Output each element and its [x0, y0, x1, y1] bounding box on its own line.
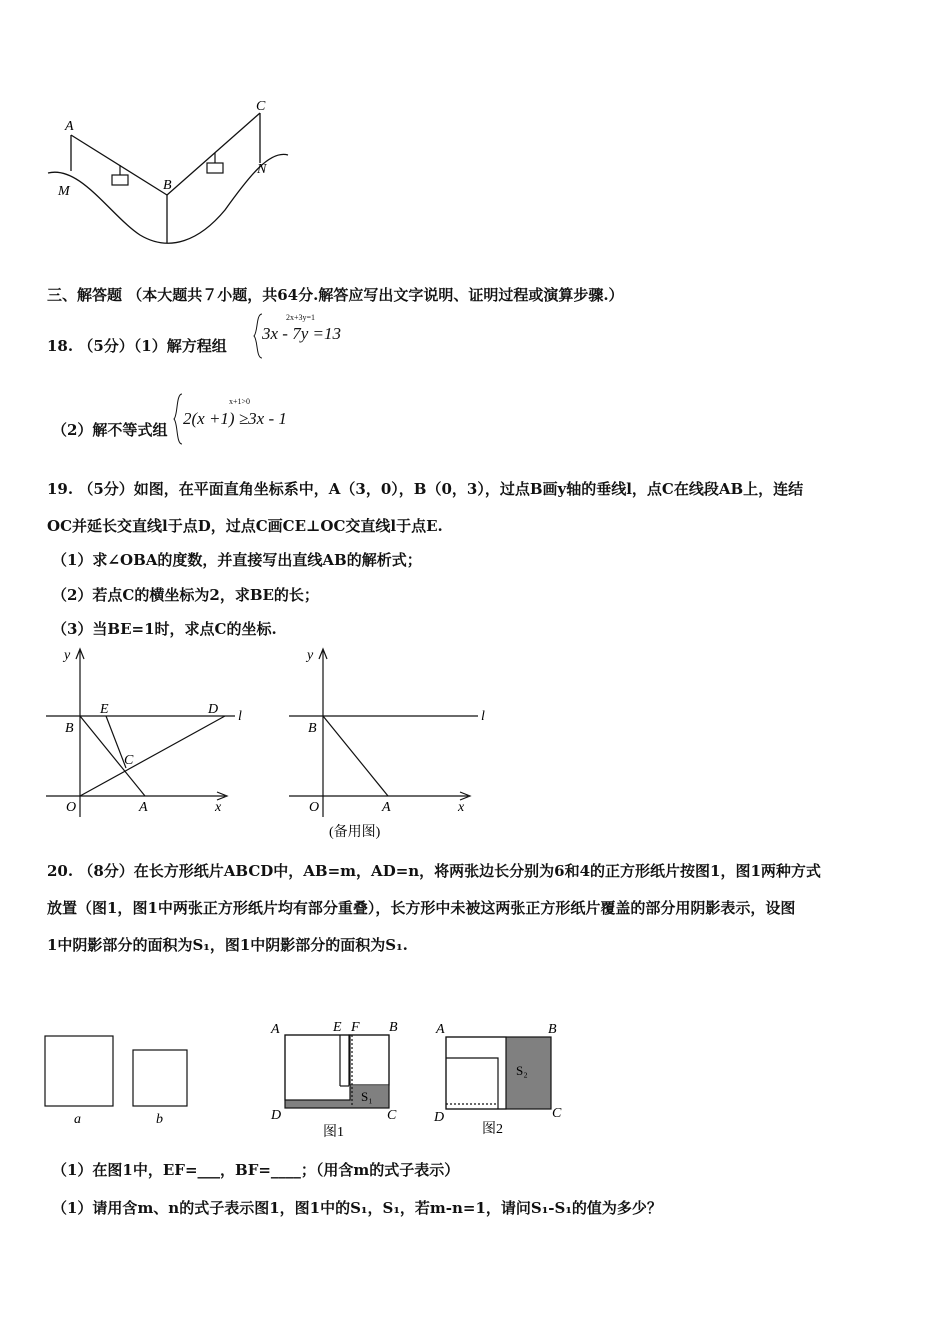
weight-box-1: [112, 175, 128, 185]
q20-figure-1: [265, 1015, 415, 1145]
square-b: [133, 1050, 187, 1106]
curve-mn: [48, 154, 288, 243]
q20-squares: [40, 1030, 200, 1130]
q19-part3: （3）当BE=1时，求点C的坐标.: [52, 620, 277, 638]
q19-line1: 19. （5分）如图，在平面直角坐标系中，A（3，0），B（0，3），过点B画y轴的垂线l，点C在线段AB上，连结: [47, 480, 804, 498]
q18-part2-label: （2）解不等式组: [52, 421, 168, 439]
fig1-b: B: [389, 1020, 398, 1035]
q18-system1-bottom: 3x - 7y =13: [262, 324, 341, 343]
q19-part2: （2）若点C的横坐标为2，求BE的长；: [52, 586, 319, 604]
q20-line1: 20. （8分）在长方形纸片ABCD中，AB=m，AD=n，将两张边长分别为6和4的正方形纸片按图1，图1两种方式: [47, 862, 821, 880]
fig2-label-b: B: [308, 721, 317, 736]
fig1-d: D: [271, 1108, 282, 1123]
fig2-label-x: x: [458, 800, 465, 815]
q18-system2-bottom: 2(x +1) ≥3x - 1: [183, 409, 287, 428]
fig2-a: A: [436, 1022, 445, 1037]
fig1-label-c: C: [124, 753, 134, 768]
label-n: N: [257, 162, 267, 177]
fig2-label-a: A: [382, 800, 391, 815]
q20-line3: 1中阴影部分的面积为S₁，图1中阴影部分的面积为S₁.: [47, 936, 408, 954]
fig1-label-b: B: [65, 721, 74, 736]
q20-part1: （1）在图1中，EF=___，BF=____；（用含m的式子表示）: [52, 1161, 460, 1179]
fig2-label-y: y: [307, 648, 314, 663]
segment-ab: [80, 716, 145, 796]
q18-stem: 18. （5分）（1）解方程组: [47, 337, 227, 355]
fig2-caption: 图2: [482, 1122, 503, 1137]
label-a: A: [65, 119, 74, 134]
segment-ab: [323, 716, 388, 796]
q19-figure-1: [40, 645, 260, 820]
fig1-label-e: E: [100, 702, 109, 717]
fig2-label-l: l: [481, 709, 485, 724]
label-a: a: [74, 1112, 81, 1127]
square-a: [45, 1036, 113, 1106]
fig1-label-l: l: [238, 709, 242, 724]
q20-line2: 放置（图1，图1中两张正方形纸片均有部分重叠），长方形中未被这两张正方形纸片覆盖的部分用阴影表示，设图: [47, 899, 796, 917]
q19-part1: （1）求∠OBA的度数，并直接写出直线AB的解析式；: [52, 551, 422, 569]
q20-part2: （1）请用含m、n的式子表示图1，图1中的S₁，S₁，若m-n=1，请问S₁-S₁的值为多少？: [52, 1199, 662, 1217]
figure-rope-curve: [40, 95, 300, 255]
fig1-e: E: [333, 1020, 342, 1035]
q19-line2: OC并延长交直线l于点D，过点C画CE⊥OC交直线l于点E.: [47, 517, 443, 535]
shaded-region: [506, 1037, 551, 1109]
fig1-c: C: [387, 1108, 397, 1123]
fig2-d: D: [434, 1110, 445, 1125]
fig1-label-y: y: [64, 648, 71, 663]
square-small: [349, 1035, 389, 1085]
section-heading: 三、解答题 （本大题共７小题，共64分.解答应写出文字说明、证明过程或演算步骤.）: [47, 286, 624, 304]
q18-system2-top: x+1>0: [229, 397, 251, 406]
fig1-a: A: [271, 1022, 280, 1037]
fig1-f: F: [351, 1020, 360, 1035]
label-b: B: [163, 178, 172, 193]
fig2-s2: S₂: [516, 1063, 528, 1078]
q18-system1-top: 2x+3y=1: [286, 313, 316, 322]
label-m: M: [58, 184, 70, 199]
weight-box-2: [207, 163, 223, 173]
fig2-b: B: [548, 1022, 557, 1037]
fig1-label-a: A: [139, 800, 148, 815]
fig2-c: C: [552, 1106, 562, 1121]
fig1-label-d: D: [208, 702, 219, 717]
fig1-label-o: O: [66, 800, 77, 815]
square-large: [446, 1037, 506, 1109]
fig2-caption: (备用图): [329, 825, 381, 840]
segment-od: [80, 716, 225, 796]
label-c: C: [256, 99, 266, 114]
fig1-caption: 图1: [323, 1125, 344, 1140]
fig1-label-x: x: [215, 800, 222, 815]
fig2-label-o: O: [309, 800, 320, 815]
fig1-s1: S₁: [361, 1089, 373, 1104]
q20-figure-2: [428, 1015, 578, 1145]
label-b: b: [156, 1112, 163, 1127]
q19-figure-2: [283, 645, 503, 845]
